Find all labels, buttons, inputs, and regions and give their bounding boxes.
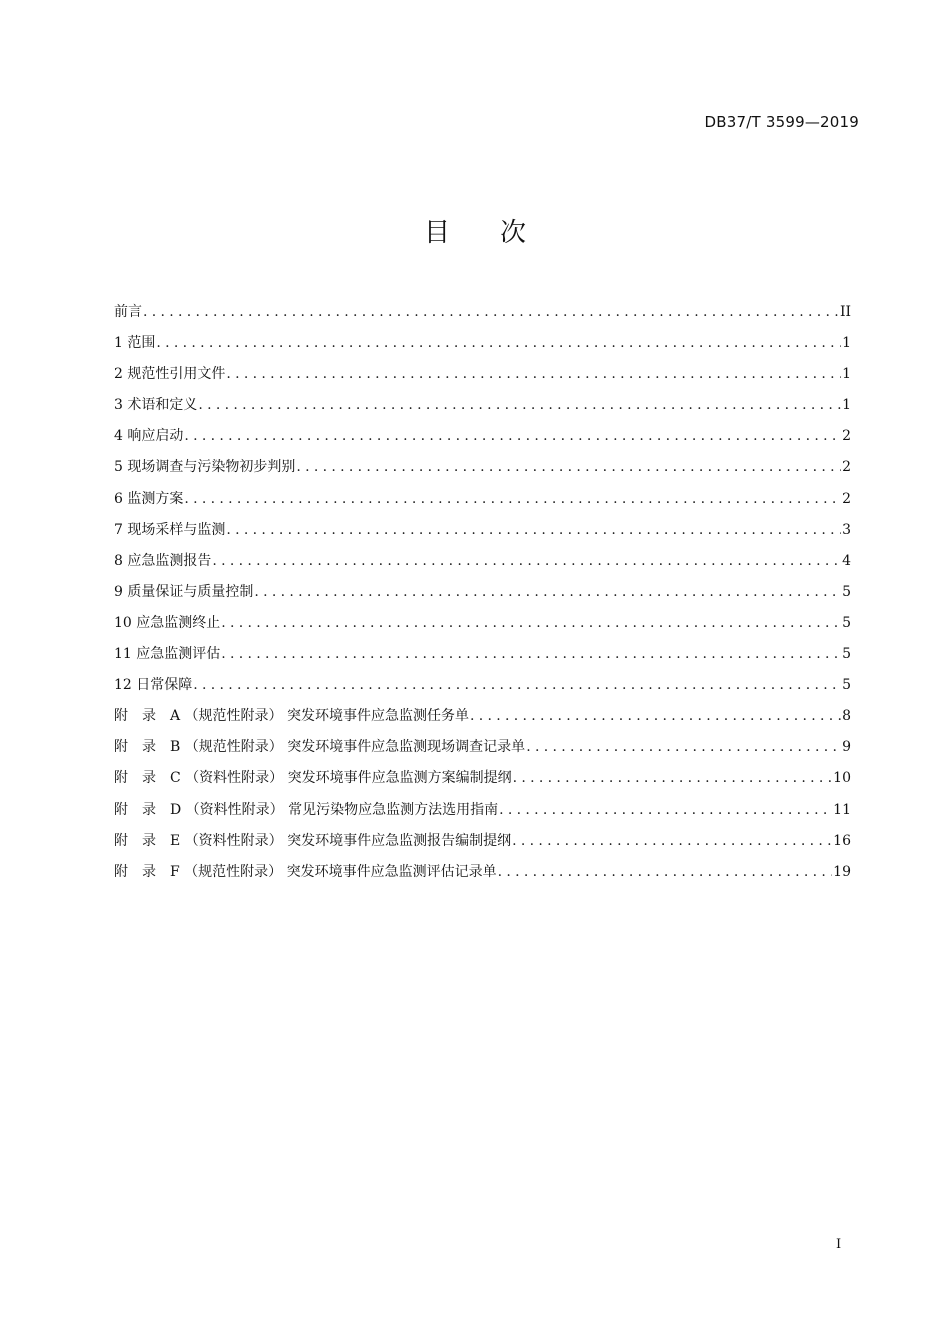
toc-entry-page: 1 (842, 397, 851, 414)
toc-entry[interactable] (114, 363, 851, 394)
toc-entry-label: 7 现场采样与监测 (114, 521, 226, 538)
dot-leader (512, 833, 832, 849)
toc-entry-label: 附 录 E （资料性附录） 突发环境事件应急监测报告编制提纲 (114, 832, 512, 849)
toc-entry-page: 11 (833, 801, 851, 818)
toc-entry-page: 4 (842, 552, 851, 569)
dot-leader (513, 770, 833, 786)
dot-leader (499, 802, 832, 818)
toc-entry-label: 前言 (114, 304, 142, 320)
dot-leader (156, 335, 841, 351)
dot-leader (198, 397, 841, 413)
toc-entry[interactable] (114, 674, 851, 705)
dot-leader (470, 708, 841, 724)
dot-leader (226, 522, 841, 538)
toc-entry-page: 5 (842, 614, 851, 631)
toc-entry-label: 附 录 C （资料性附录） 突发环境事件应急监测方案编制提纲 (114, 770, 512, 787)
toc-entry-label: 8 应急监测报告 (114, 552, 212, 569)
toc-entry[interactable] (114, 581, 851, 612)
toc-entry[interactable] (114, 301, 851, 332)
toc-entry-label: 附 录 D （资料性附录） 常见污染物应急监测方法选用指南 (114, 801, 499, 818)
dot-leader (212, 553, 841, 569)
toc-entry[interactable] (114, 550, 851, 581)
table-of-contents (114, 301, 851, 892)
dot-leader (193, 677, 841, 693)
dot-leader (526, 739, 841, 755)
toc-entry-page: 5 (842, 646, 851, 663)
toc-entry-label: 6 监测方案 (114, 490, 184, 507)
toc-entry[interactable] (114, 643, 851, 674)
toc-entry-label: 12 日常保障 (114, 677, 193, 694)
toc-entry-label: 附 录 F （规范性附录） 突发环境事件应急监测评估记录单 (114, 863, 497, 880)
toc-entry[interactable] (114, 736, 851, 767)
toc-entry-page: 16 (833, 832, 851, 849)
toc-entry[interactable] (114, 456, 851, 487)
toc-entry[interactable] (114, 488, 851, 519)
toc-entry-label: 9 质量保证与质量控制 (114, 583, 254, 600)
toc-entry[interactable] (114, 519, 851, 550)
toc-entry[interactable] (114, 830, 851, 861)
dot-leader (221, 646, 841, 662)
toc-entry-page: 2 (842, 428, 851, 445)
dot-leader (226, 366, 841, 382)
toc-entry-label: 4 响应启动 (114, 428, 184, 445)
toc-entry[interactable] (114, 767, 851, 798)
dot-leader (143, 304, 839, 320)
standard-number: DB37/T 3599—2019 (704, 113, 859, 131)
dot-leader (184, 428, 841, 444)
dot-leader (296, 459, 841, 475)
toc-entry[interactable] (114, 705, 851, 736)
toc-entry[interactable] (114, 425, 851, 456)
toc-entry-label: 3 术语和定义 (114, 397, 198, 414)
toc-entry[interactable] (114, 612, 851, 643)
toc-entry-page: 5 (842, 677, 851, 694)
dot-leader (254, 584, 841, 600)
toc-entry-page: 3 (842, 521, 851, 538)
toc-entry-page: 1 (842, 335, 851, 352)
toc-entry-page: II (839, 304, 851, 320)
toc-entry-page: 8 (842, 708, 851, 725)
dot-leader (184, 491, 841, 507)
dot-leader (221, 615, 841, 631)
toc-entry[interactable] (114, 799, 851, 830)
page-number: I (836, 1237, 842, 1252)
toc-entry-page: 9 (842, 739, 851, 756)
page-title: 目次 (423, 218, 576, 248)
toc-entry-label: 附 录 A （规范性附录） 突发环境事件应急监测任务单 (114, 708, 470, 725)
dot-leader (498, 864, 833, 880)
toc-entry-label: 10 应急监测终止 (114, 614, 221, 631)
toc-entry-page: 10 (833, 770, 851, 787)
toc-entry-label: 11 应急监测评估 (114, 646, 221, 663)
toc-entry-page: 2 (842, 459, 851, 476)
toc-entry[interactable] (114, 332, 851, 363)
toc-entry-label: 2 规范性引用文件 (114, 366, 226, 383)
toc-entry[interactable] (114, 394, 851, 425)
toc-entry-page: 5 (842, 583, 851, 600)
toc-entry-page: 19 (833, 863, 851, 880)
toc-entry-page: 2 (842, 490, 851, 507)
toc-entry-label: 附 录 B （规范性附录） 突发环境事件应急监测现场调查记录单 (114, 739, 526, 756)
toc-entry[interactable] (114, 861, 851, 892)
toc-entry-page: 1 (842, 366, 851, 383)
toc-entry-label: 5 现场调查与污染物初步判别 (114, 459, 296, 476)
toc-entry-label: 1 范围 (114, 335, 156, 352)
